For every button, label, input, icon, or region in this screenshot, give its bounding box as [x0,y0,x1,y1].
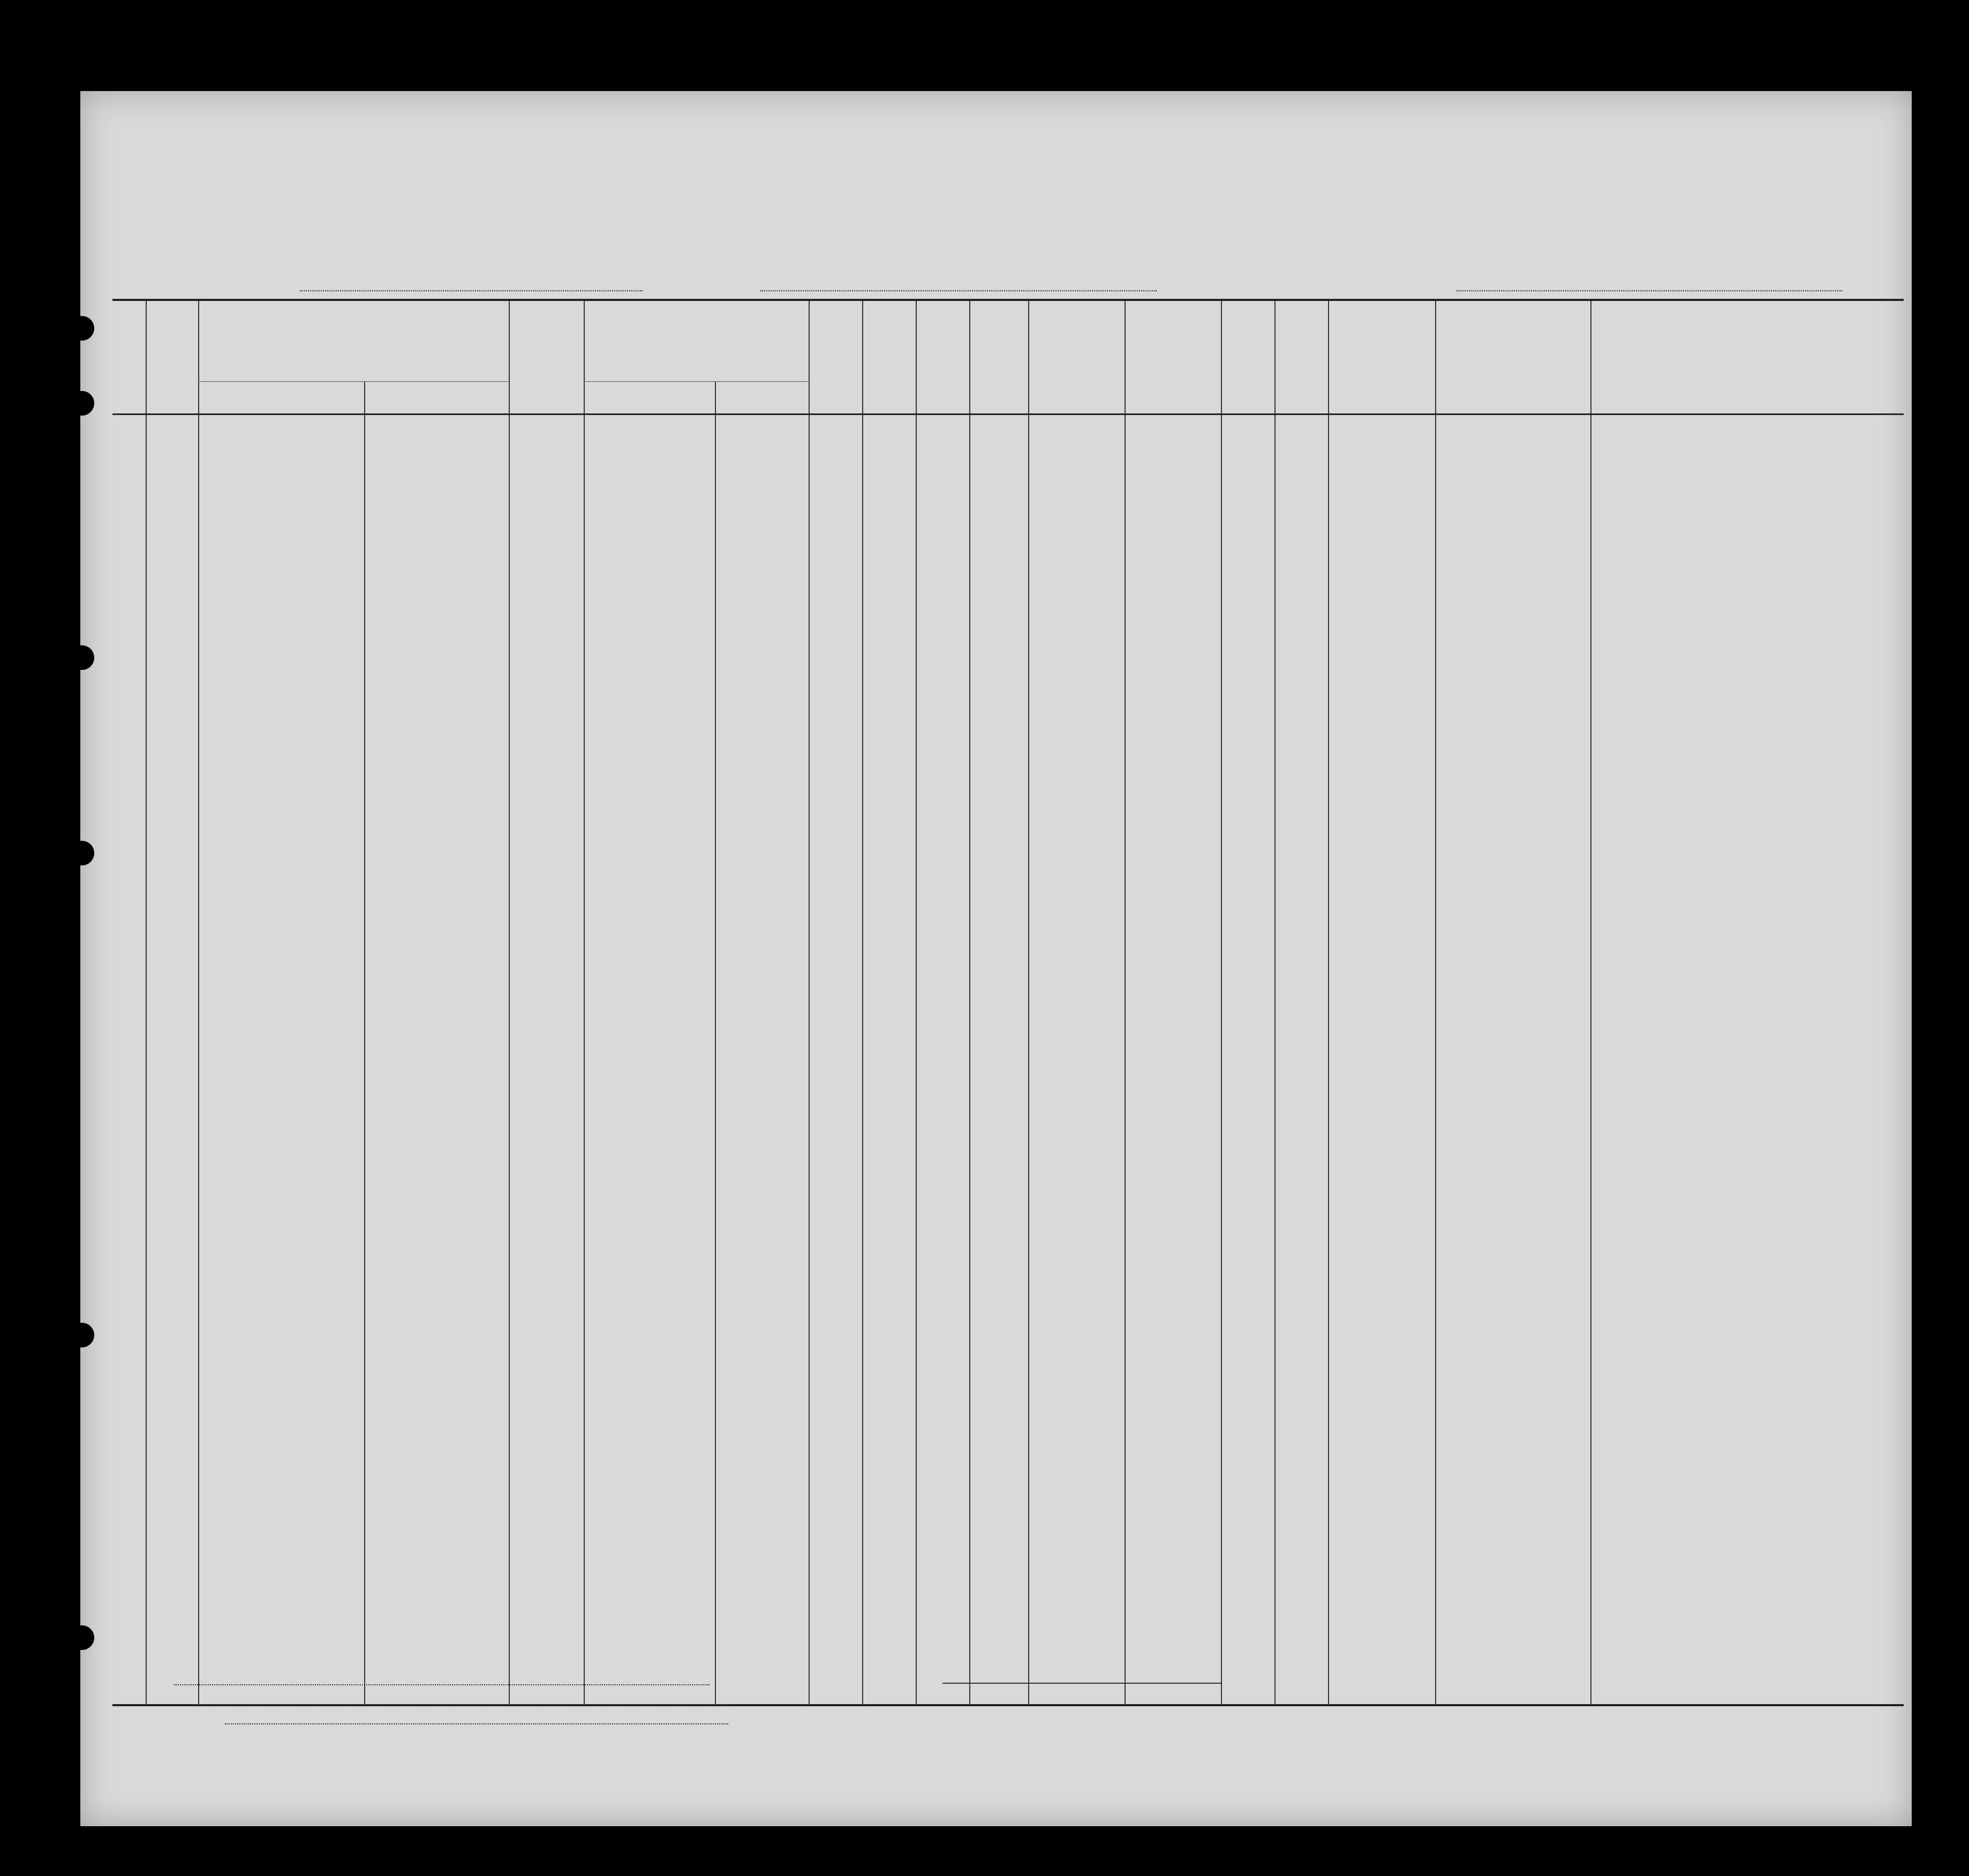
column-header [584,310,715,314]
column-header [146,310,198,314]
column-divider [1328,301,1329,1704]
sheet-number-label [1633,134,1644,161]
column-header [112,310,146,314]
column-divider [146,301,147,1704]
header-bottom-rule [112,413,1904,415]
owners-underline [193,1704,728,1705]
column-header [198,310,509,318]
column-header [969,310,1028,314]
column-header [916,310,969,314]
column-divider [715,381,716,1704]
punch-hole [70,391,94,416]
column-divider [1028,301,1029,1704]
punch-hole [70,1625,94,1650]
column-divider [1125,301,1126,1704]
manifest-sheet [80,91,1912,1826]
punch-hole [70,645,94,670]
column-header [1590,310,1904,314]
column-divider [198,301,199,1704]
column-divider [862,301,863,1704]
column-divider [584,301,585,1704]
column-header [1221,310,1274,314]
name-subheader-rule [198,381,509,382]
crew-table [112,299,1904,1706]
column-divider [1221,301,1222,1704]
column-divider [1590,301,1591,1704]
column-header [715,310,862,318]
column-header [1125,310,1221,314]
signature-underline [942,1683,1221,1684]
column-header [509,310,584,314]
column-divider [969,301,970,1704]
closing-stamp [209,1553,241,1577]
column-divider [1435,301,1436,1704]
column-header [1328,310,1435,314]
punch-hole [70,1323,94,1347]
column-header [862,310,916,314]
agents-underline [225,1723,728,1724]
punch-hole [70,841,94,865]
line-underline [174,1684,710,1685]
arriving-underline [760,290,1157,291]
column-divider [916,301,917,1704]
shipped-subheader-rule [584,381,809,382]
column-header [1435,310,1590,314]
from-port-underline [1457,290,1842,291]
column-header [1274,310,1328,314]
column-divider [509,301,510,1704]
column-divider [809,301,810,1704]
column-divider [364,381,365,1704]
column-header [1028,310,1125,314]
column-divider [1274,301,1276,1704]
punch-hole [70,316,94,341]
vessel-underline [300,290,643,291]
